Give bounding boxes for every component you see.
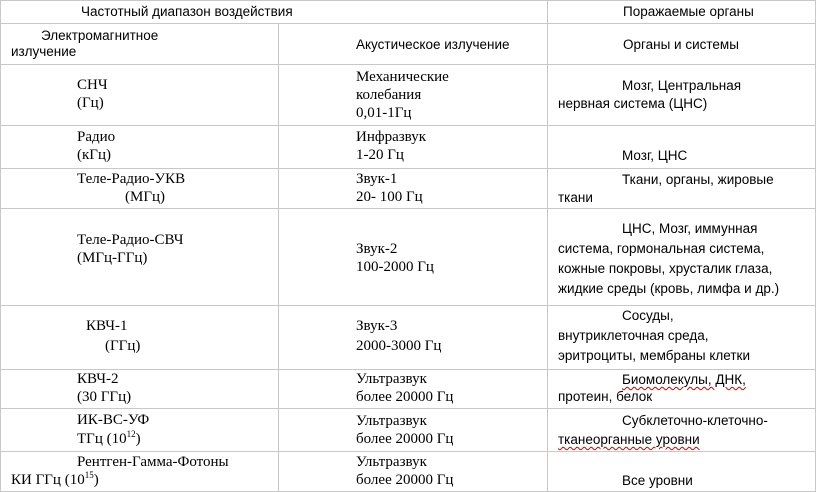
- organs-text: протеин, белок: [558, 389, 653, 404]
- em-text-with-superscript: КИ ГГц $(10^{15})$: [11, 470, 99, 488]
- acoustic-text: Механические: [356, 69, 449, 85]
- table-row: [1, 306, 816, 370]
- superscript: 15: [84, 470, 94, 480]
- acoustic-text: Звук-3: [356, 318, 398, 334]
- table-row: [1, 452, 816, 492]
- table-row: [1, 65, 816, 126]
- organs-text: Все уровни: [622, 473, 693, 488]
- acoustic-text: 1-20 Гц: [356, 147, 404, 163]
- organs-text: Мозг, Центральная: [622, 78, 742, 93]
- organs-text: ЦНС, Мозг, иммунная: [622, 221, 758, 236]
- em-cell: [1, 409, 279, 452]
- organs-text: Сосуды,: [622, 308, 674, 323]
- em-text: (ГГц): [105, 338, 141, 354]
- acoustic-cell: [279, 209, 548, 306]
- organs-text: Субклеточно-клеточно-: [622, 413, 768, 428]
- table-row: [1, 370, 816, 409]
- em-text: (30 ГГц): [77, 389, 132, 405]
- superscript: 12: [126, 429, 136, 439]
- acoustic-text: 20- 100 Гц: [356, 189, 423, 205]
- em-text: КВЧ-2: [77, 371, 119, 387]
- table-row: [1, 209, 816, 306]
- em-text: КВЧ-1: [86, 318, 128, 334]
- organs-text: ткани: [558, 190, 593, 205]
- table-row: [1, 169, 816, 209]
- em-cell: [1, 452, 279, 492]
- organs-cell: [548, 306, 816, 370]
- header-cell-em: [1, 24, 279, 65]
- acoustic-text: Ультразвук: [356, 371, 427, 387]
- table-row: [1, 126, 816, 169]
- organs-cell: [548, 409, 816, 452]
- em-cell: [1, 306, 279, 370]
- acoustic-text: Ультразвук: [356, 454, 427, 470]
- table-subheader-row: [1, 24, 816, 65]
- header-cell-acoustic: [279, 24, 548, 65]
- em-text: СНЧ: [77, 77, 108, 93]
- acoustic-cell: [279, 306, 548, 370]
- acoustic-text: 2000-3000 Гц: [356, 338, 442, 354]
- acoustic-text: более 20000 Гц: [356, 472, 454, 488]
- em-cell: [1, 370, 279, 409]
- acoustic-text: более 20000 Гц: [356, 389, 454, 405]
- em-text: Радио: [77, 129, 116, 145]
- organs-text: Биомолекулы, ДНК,: [622, 372, 746, 387]
- em-text: (кГц): [77, 147, 111, 163]
- table-header-row: [1, 1, 816, 24]
- em-cell: [1, 209, 279, 306]
- acoustic-cell: [279, 126, 548, 169]
- acoustic-cell: [279, 169, 548, 209]
- header-cell-affected-organs: [548, 1, 816, 24]
- em-text: (МГц): [125, 189, 166, 205]
- header-affected-organs: Поражаемые органы: [623, 4, 754, 19]
- acoustic-text: более 20000 Гц: [356, 431, 454, 447]
- organs-cell: [548, 209, 816, 306]
- header-em-line2: излучение: [11, 44, 77, 59]
- em-text: Теле-Радио-СВЧ: [77, 232, 184, 248]
- organs-text: система, гормональная система,: [558, 241, 765, 256]
- header-cell-freq-range: [1, 1, 548, 24]
- em-text-with-superscript: ТГц $(10^{12})$: [77, 429, 141, 447]
- acoustic-cell: [279, 65, 548, 126]
- organs-text: нервная система (ЦНС): [558, 96, 708, 111]
- em-cell: [1, 126, 279, 169]
- organs-cell: [548, 126, 816, 169]
- header-acoustic: Акустическое излучение: [356, 37, 510, 52]
- acoustic-text: Звук-2: [356, 241, 398, 257]
- acoustic-cell: [279, 370, 548, 409]
- organs-text: жидкие среды (кровь, лимфа и др.): [558, 281, 780, 296]
- organs-text: эритроциты, мембраны клетки: [558, 348, 750, 363]
- header-em-line1: Электромагнитное: [41, 28, 159, 43]
- header-cell-organs-systems: [548, 24, 816, 65]
- organs-cell: [548, 452, 816, 492]
- table-row: [1, 409, 816, 452]
- organs-text: внутриклеточная среда,: [558, 328, 709, 343]
- em-text: ИК-ВС-УФ: [77, 412, 150, 428]
- acoustic-cell: [279, 452, 548, 492]
- organs-cell: [548, 169, 816, 209]
- organs-cell: [548, 65, 816, 126]
- em-text: Теле-Радио-УКВ: [77, 171, 186, 187]
- header-organs-systems: Органы и системы: [623, 37, 739, 52]
- acoustic-text: Ультразвук: [356, 413, 427, 429]
- em-cell: [1, 169, 279, 209]
- header-freq-range: Частотный диапазон воздействия: [81, 4, 293, 19]
- em-text: (МГц-ГГц): [77, 250, 148, 266]
- em-cell: [1, 65, 279, 126]
- acoustic-text: 0,01-1Гц: [356, 105, 412, 121]
- acoustic-text: колебания: [356, 87, 422, 103]
- em-text: (Гц): [77, 95, 104, 111]
- organs-cell: [548, 370, 816, 409]
- acoustic-text: 100-2000 Гц: [356, 259, 434, 275]
- em-text: Рентген-Гамма-Фотоны: [77, 454, 229, 470]
- acoustic-text: Звук-1: [356, 171, 398, 187]
- organs-text: кожные покровы, хрусталик глаза,: [558, 261, 773, 276]
- organs-text: Ткани, органы, жировые: [622, 172, 774, 187]
- organs-text: тканеорганные уровни: [558, 432, 700, 447]
- organs-text: Мозг, ЦНС: [622, 148, 688, 163]
- acoustic-cell: [279, 409, 548, 452]
- acoustic-text: Инфразвук: [356, 129, 427, 145]
